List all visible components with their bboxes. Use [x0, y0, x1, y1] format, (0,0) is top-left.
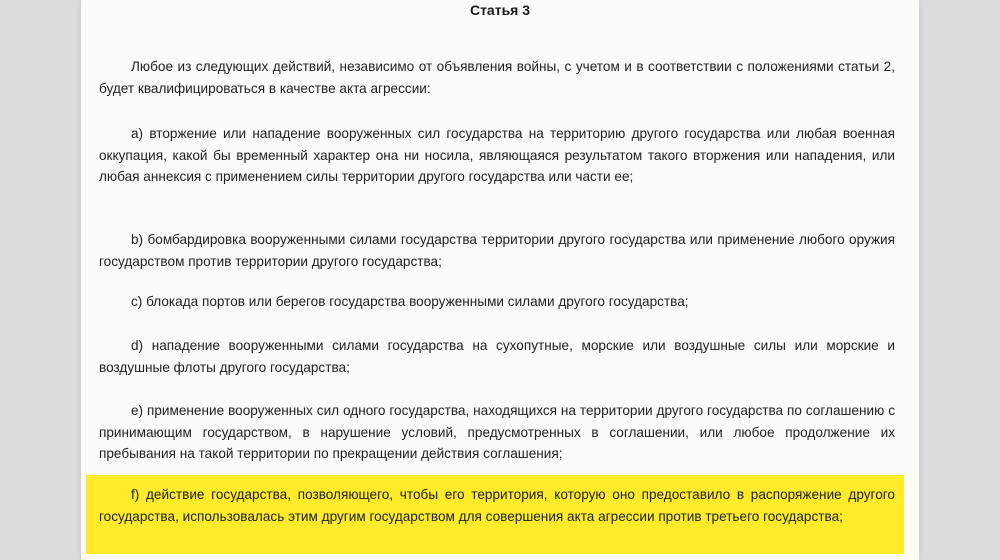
article-item-e: e) применение вооруженных сил одного государства, находящихся на территории другого государства по соглашению с принимающим государством, в нарушение условий, предусмотренных в соглашении, или любое продолжение их пребывания на такой территории по прекращении действия соглашения; [99, 403, 895, 462]
document-page [81, 0, 919, 560]
article-item-c: c) блокада портов или берегов государства вооруженными силами другого государства; [131, 294, 689, 309]
article-item-f: f) действие государства, позволяющего, чтобы его территория, которую оно предоставило в распоряжение другого государства, использовалась этим другим государством для совершения акта агрессии против третьего государства; [99, 487, 895, 524]
article-item-a: a) вторжение или нападение вооруженных сил государства на территорию другого государства или любая военная оккупация, какой бы временный характер она ни носила, являющаяся результатом такого вторжения или нападения, или любая аннексия с применением силы территории другого государства или части ее; [99, 126, 895, 185]
article-item-b: b) бомбардировка вооруженными силами государства территории другого государства или применение любого оружия государством против территории другого государства; [99, 232, 895, 269]
article-intro: Любое из следующих действий, независимо от объявления войны, с учетом и в соответствии с положениями статьи 2, будет квалифицироваться в качестве акта агрессии: [99, 59, 895, 96]
article-item-d: d) нападение вооруженными силами государства на сухопутные, морские или воздушные силы или морские и воздушные флоты другого государства; [99, 338, 895, 375]
article-title: Статья 3 [469, 2, 531, 18]
